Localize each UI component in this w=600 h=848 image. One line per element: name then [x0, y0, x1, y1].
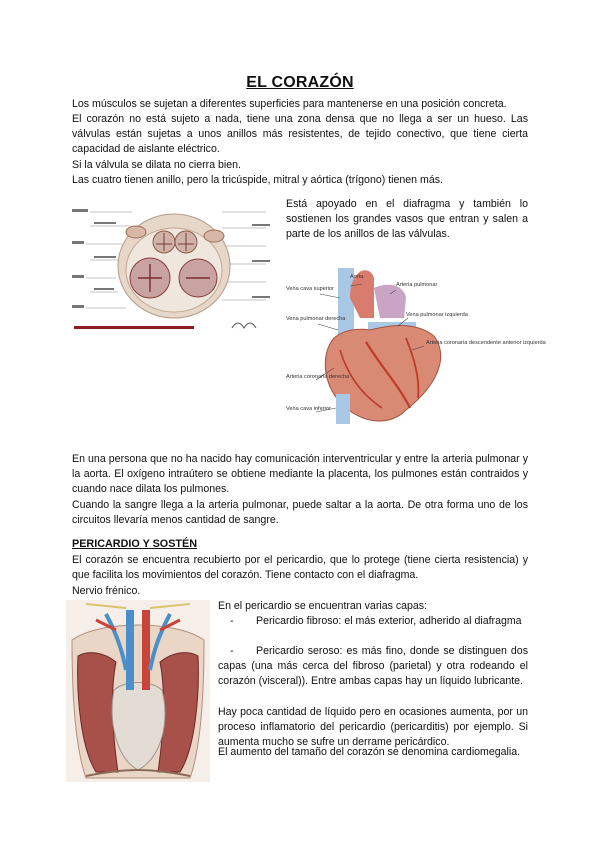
pericarditis-paragraph: Hay poca cantidad de líquido pero en ocasiones aumenta, por un proceso inflamatorio del pericardio (pericarditis) por ejemplo. Si aumenta mucho se sufre un derrame pericárdico. [218, 706, 528, 749]
intro-paragraph-2: El corazón no está sujeto a nada, tiene una zona densa que no llega a ser un hueso. Las válvulas están sujetas a unos anillos más resistentes, de tejido conectivo, que tiene cierta capacidad de aislante eléctrico. [72, 113, 528, 156]
intro-paragraph-1: Los músculos se sujetan a diferentes superficies para mantenerse en una posición concreta. [72, 98, 507, 110]
label-vena-cava-superior: Vena cava superior [286, 286, 334, 292]
layer-item-seroso [218, 644, 528, 690]
support-paragraph: Está apoyado en el diafragma y también lo sostienen los grandes vasos que entran y salen a parte de los anillos de las válvulas. [286, 198, 528, 241]
bullet-dash: - [230, 645, 234, 657]
heart-valves-figure [72, 200, 276, 340]
pericardium-thorax-figure [66, 600, 210, 782]
label-arteria-coronaria-descendente: Arteria coronaria descendente anterior izquierda [426, 340, 546, 346]
layer-item-seroso-text: Pericardio seroso: es más fino, donde se distinguen dos capas (una más cerca del fibroso (parietal) y otra rodeando el corazón (visceral)). Entre ambas capas hay un líquido lubricante. [218, 645, 528, 688]
page-title: EL CORAZÓN [246, 74, 354, 91]
nervio-frenico-line: Nervio frénico. [72, 585, 141, 597]
layer-item-fibroso-text: Pericardio fibroso: el más exterior, adherido al diafragma [256, 615, 522, 627]
label-vena-pulmonar-derecha: Vena pulmonar derecha [286, 316, 346, 322]
heart-external-figure [286, 258, 546, 430]
fetal-paragraph-1: En una persona que no ha nacido hay comunicación interventricular y entre la arteria pulmonar y la aorta. El oxígeno intraútero se obtiene mediante la placenta, los pulmones están contraidos y cuando nace dilata los pulmones. [72, 453, 528, 496]
section-heading-pericardio: PERICARDIO Y SOSTÉN [72, 538, 197, 550]
cardiomegalia-paragraph: El aumento del tamaño del corazón se denomina cardiomegalia. [218, 746, 521, 758]
layer-item-fibroso [218, 614, 528, 629]
label-vena-cava-inferior: Vena cava inferior [286, 406, 331, 412]
pericardio-paragraph: El corazón se encuentra recubierto por el pericardio, que lo protege (tiene cierta resistencia) y que facilita los movimientos del corazón. Tiene contacto con el diafragma. [72, 554, 528, 582]
intro-paragraph-3: Si la válvula se dilata no cierra bien. [72, 159, 242, 171]
label-arteria-coronaria-derecha: Arteria coronaria derecha [286, 374, 350, 380]
label-aorta: Aorta [350, 274, 364, 280]
label-vena-pulmonar-izquierda: Vena pulmonar izquierda [406, 312, 468, 318]
bullet-dash: - [230, 615, 234, 627]
layers-intro: En el pericardio se encuentran varias capas: [218, 600, 428, 612]
fetal-paragraph-2: Cuando la sangre llega a la arteria pulmonar, puede saltar a la aorta. De otra forma uno de los circuitos llevaría menos cantidad de sangre. [72, 499, 528, 527]
label-arteria-pulmonar: Arteria pulmonar [396, 282, 438, 288]
intro-paragraph-4: Las cuatro tienen anillo, pero la tricúspide, mitral y aórtica (trígono) tienen más. [72, 174, 443, 186]
